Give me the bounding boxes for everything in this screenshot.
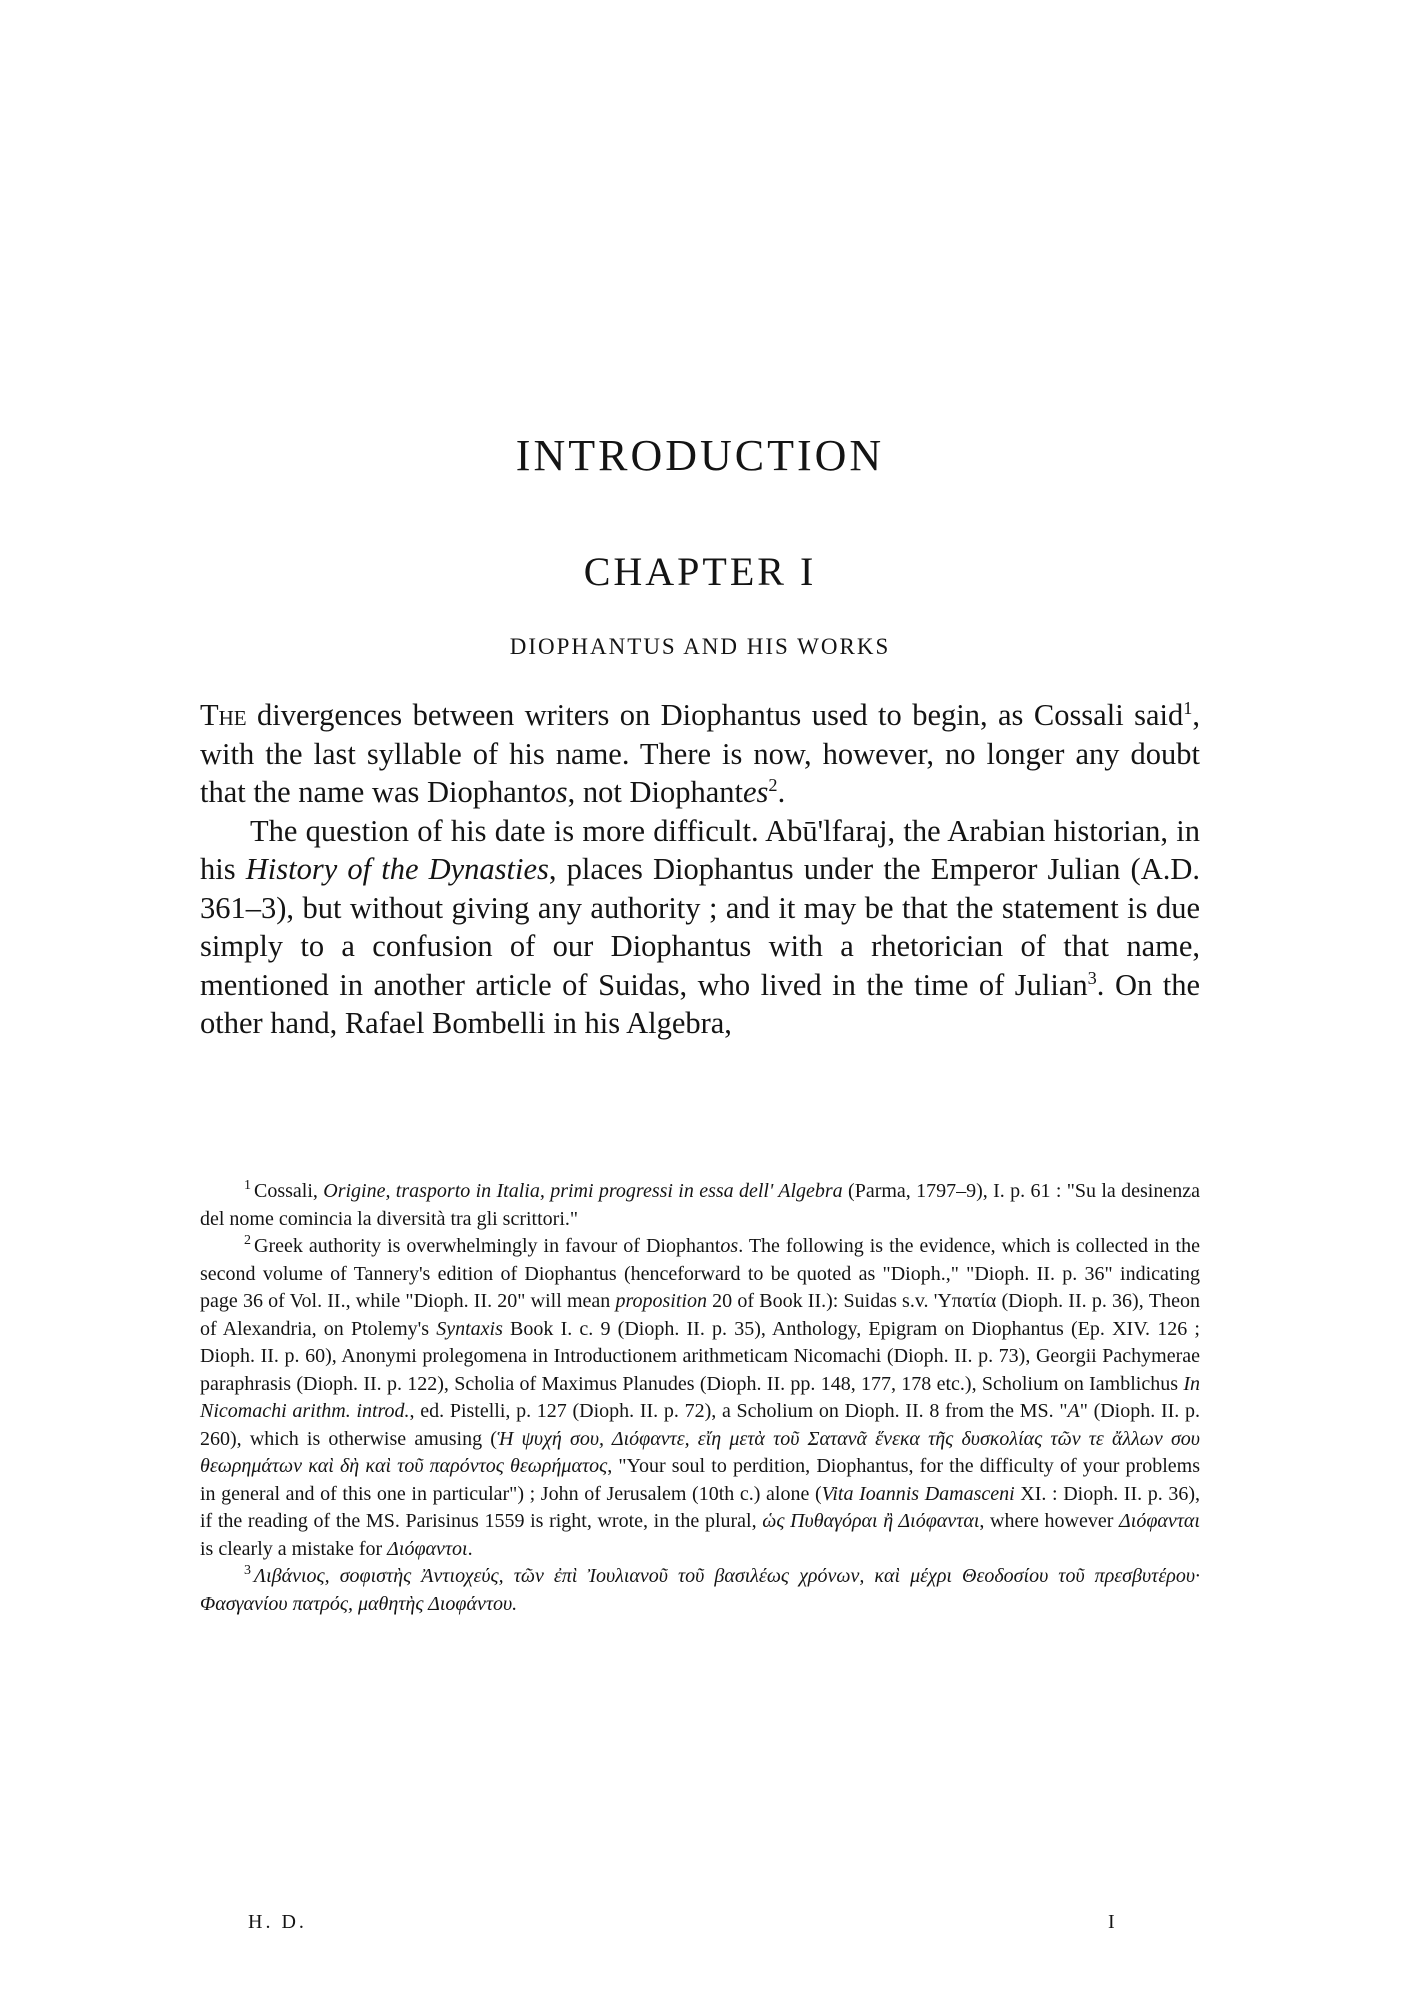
italic-word: proposition [615,1290,707,1312]
greek-quote: Διόφαντοι [387,1537,468,1560]
text-run: divergences between writers on Diophantus used to begin, as Cossali said [246,698,1184,732]
greek-quote: ὡς Πυθαγόραι ἢ Διόφανται [762,1510,980,1532]
text-run: is clearly a mistake for [200,1537,388,1560]
footnote-3 [200,1563,1200,1618]
text-run: , not Diophant [567,775,743,809]
body-text [200,696,1200,1043]
cited-title: Vita Ioannis Damasceni [821,1482,1015,1505]
text-run: , where however [979,1510,1120,1532]
page-number: I [1108,1911,1115,1933]
text-run: XI. : Dioph. II. p. 36), if the reading of the MS. Parisinus 1559 is right, wrote, in the plural, [200,1482,1201,1532]
text-run: " (Dioph. II. p. 260), which is otherwise amusing ( [200,1400,1200,1450]
footnote-number: 3 [244,1563,251,1579]
greek-quote: Διόφανται [1119,1510,1200,1532]
footnote-1 [200,1178,1200,1233]
book-title: History of the Dynasties [245,852,549,886]
section-title: INTRODUCTION [515,431,885,480]
cited-title: In Nicomachi arithm. introd. [200,1372,1200,1422]
text-run: , places Diophantus under the Emperor Julian ( [548,852,1141,886]
footnote-ref[interactable]: 1 [1183,697,1193,718]
text-run: , with the last syllable of his name. There is now, however, no longer any doubt that the name was Diophant [200,698,1200,809]
text-run: The question of his date is more difficult. Abū'lfaraj, the Arabian historian, in his [200,813,1200,886]
manuscript-letter: A [1067,1400,1080,1422]
text-run: Greek authority is overwhelmingly in favour of Diophant [254,1235,721,1257]
text-run: . On the other hand, Rafael Bombelli in his Algebra, [200,967,1200,1040]
text-run: 361–3), but without giving any authority ; and it may be that the statement is due simply to a confusion of our Diophantus with a rhetorician of that name, mentioned in another article of Suidas, who lived in the time of Julian [200,890,1200,1002]
footnote-number: 1 [244,1178,251,1194]
text-run: Book I. c. 9 (Dioph. II. p. 35), Anthology, Epigram on Diophantus (Ep. XIV. 126 ; Dioph. II. p. 60), Anonymi prolegomena in Introductionem arithmeticam Nicomachi (Dioph. II. p. 73), Georgii Pachymerae paraphrasis (Dioph. II. p. 122), Scholia of Maximus Planudes (Dioph. II. pp. 148, 177, 178 etc.), Scholium on Iamblichus [200,1317,1200,1395]
italic-ending: es [743,775,769,809]
text-run: . [777,775,786,809]
footnote-2 [200,1233,1200,1563]
greek-quote: Λιβάνιος, σοφιστὴς Ἀντιοχεύς, τῶν ἐπὶ Ἰουλιανοῦ τοῦ βασιλέως χρόνων, καὶ μέχρι Θεοδοσίου τοῦ πρεσβυτέρου· Φασγανίου πατρός, μαθητὴς Διοφάντου. [200,1565,1200,1615]
italic-ending: os [540,775,568,809]
signature-mark: H. D. [248,1911,307,1933]
text-run: , "Your soul to perdition, Diophantus, for the difficulty of your problems in general and of this one in particular") ; John of Jerusalem (10th c.) alone ( [200,1455,1200,1505]
greek-quote: Ἡ ψυχή σου, Διόφαντε, εἴη μετὰ τοῦ Σατανᾶ ἕνεκα τῆς δυσκολίας τῶν τε ἄλλων σου θεωρημάτων καὶ δὴ καὶ τοῦ παρόντος θεωρήματος [200,1427,1200,1477]
paragraph-1 [200,696,1200,812]
footnote-number: 2 [244,1233,251,1249]
cited-title: Origine, trasporto in Italia, primi progressi in essa dell' Algebra [323,1180,843,1202]
text-run: . [467,1537,473,1560]
text-run: (Parma, 1797–9), I. p. 61 : "Su la desinenza del nome comincia la diversità tra gli scrittori." [200,1180,1200,1230]
text-run: 20 of Book II.): Suidas s.v. 'Υπατία (Dioph. II. p. 36), Theon of Alexandria, on Ptolemy's [200,1290,1200,1340]
chapter-title: CHAPTER I [583,549,817,594]
footnote-ref[interactable]: 2 [768,774,778,795]
era-label: A.D. [1140,852,1201,886]
text-run: , ed. Pistelli, p. 127 (Dioph. II. p. 72), a Scholium on Dioph. II. 8 from the MS. " [409,1400,1068,1422]
italic-ending: os [720,1235,739,1257]
paragraph-2 [200,812,1200,1043]
chapter-subtitle: DIOPHANTUS AND HIS WORKS [509,634,891,659]
lead-word: The [200,698,247,732]
footnote-ref[interactable]: 3 [1087,967,1097,988]
footnotes [200,1178,1200,1618]
text-run: . The following is the evidence, which is collected in the second volume of Tannery's edition of Diophantus (henceforward to be quoted as "Dioph.," "Dioph. II. p. 36" indicating page 36 of Vol. II., while "Dioph. II. 20" will mean [200,1235,1200,1312]
text-run: Cossali, [254,1180,324,1202]
cited-title: Syntaxis [436,1317,503,1340]
